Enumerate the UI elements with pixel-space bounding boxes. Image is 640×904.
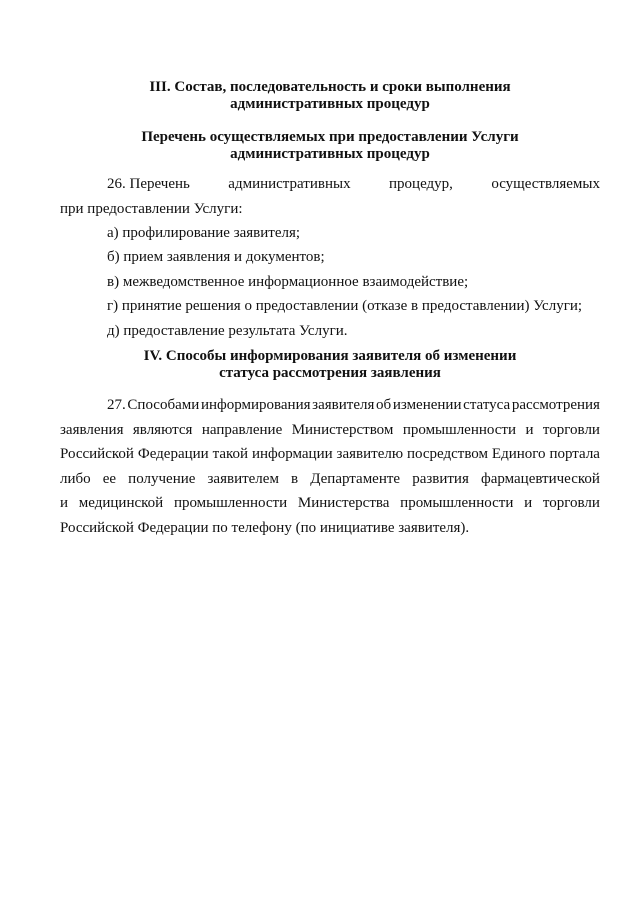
- paragraph-27-line-3: Российской Федерации такой информации заявителю посредством Единого портала: [60, 446, 600, 462]
- paragraph-26-line-2: при предоставлении Услуги:: [60, 201, 243, 217]
- list-item-a: а) профилирование заявителя;: [107, 225, 301, 241]
- list-item-b: б) прием заявления и документов;: [107, 249, 325, 265]
- section-4-heading: [60, 348, 600, 382]
- subsection-heading-line-2: административных процедур: [230, 146, 430, 162]
- section-4-heading-line-1: IV. Способы информирования заявителя об изменении: [143, 348, 517, 364]
- section-3-heading: [60, 79, 600, 113]
- subsection-heading-line-1: Перечень осуществляемых при предоставлении Услуги: [141, 129, 519, 145]
- paragraph-26-word-3: процедур,: [389, 176, 453, 192]
- section-4-heading-line-2: статуса рассмотрения заявления: [219, 365, 441, 381]
- list-item-g: г) принятие решения о предоставлении (отказе в предоставлении) Услуги;: [107, 298, 583, 314]
- section-3-heading-line-2: административных процедур: [230, 96, 430, 112]
- paragraph-26-word-2: административных: [228, 176, 351, 192]
- subsection-heading: [60, 129, 600, 163]
- section-3-heading-line-1: III. Состав, последовательность и сроки выполнения: [149, 79, 511, 95]
- list-item-v: в) межведомственное информационное взаимодействие;: [107, 274, 469, 290]
- paragraph-27-line-2: заявления являются направление Министерством промышленности и торговли: [60, 422, 600, 438]
- paragraph-27-line-1: 27. Способами информирования заявителя об изменении статуса рассмотрения: [107, 397, 600, 413]
- paragraph-26-word-1: 26. Перечень: [107, 176, 190, 192]
- list-item-d: д) предоставление результата Услуги.: [107, 323, 348, 339]
- paragraph-26-line-1: [107, 176, 600, 193]
- paragraph-26-word-4: осуществляемых: [491, 176, 600, 192]
- paragraph-27-line-6: Российской Федерации по телефону (по инициативе заявителя).: [60, 520, 470, 536]
- paragraph-27-line-4: либо ее получение заявителем в Департаменте развития фармацевтической: [60, 471, 600, 487]
- paragraph-27-line-5: и медицинской промышленности Министерства промышленности и торговли: [60, 495, 600, 511]
